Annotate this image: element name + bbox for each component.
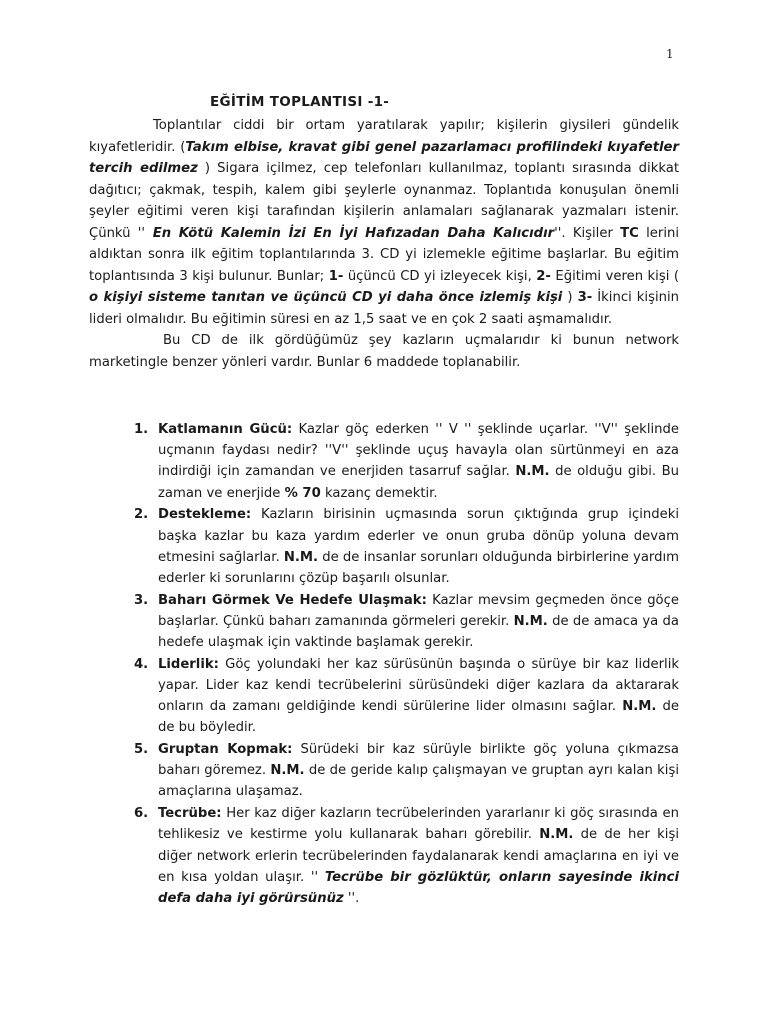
document-title: EĞİTİM TOPLANTISI -1- — [210, 94, 390, 110]
list-item-text: ''. — [343, 890, 360, 906]
intro-text-3: ''. Kişiler — [554, 225, 621, 241]
page-number: 1 — [666, 47, 674, 61]
person-3-marker: 3- — [577, 290, 593, 305]
list-item-heading: Liderlik: — [158, 656, 219, 672]
dress-code-emphasis: Takım elbise, kravat gibi genel pazarlamacı profilindeki kıyafetler tercih edilmez — [89, 139, 679, 176]
list-item — [126, 590, 679, 654]
list-item-heading: Destekleme: — [158, 507, 252, 523]
intro-text-1: Toplantılar ciddi bir ortam yaratılarak yapılır; kişilerin giysileri gündelik kıyafetleridir. ( — [89, 118, 679, 155]
intro-paragraph — [89, 115, 679, 330]
numbered-list — [126, 419, 679, 910]
quote-emphasis: Tecrübe bir gözlüktür, onların sayesinde ikinci defa daha iyi görürsünüz — [158, 869, 680, 906]
trainer-emphasis: o kişiyi sisteme tanıtan ve üçüncü CD yi daha önce izlemiş kişi — [89, 290, 563, 305]
nm-label: N.M. — [622, 699, 657, 715]
intro-text-5: üçüncü CD yi izleyecek kişi, — [343, 268, 537, 284]
intro-text-2: ) Sigara içilmez, cep telefonları kullanılmaz, toplantı sırasında dikkat dağıtıcı; çakmak, tespih, kalem gibi şeylerle oynanmaz. Toplantıda konuşulan önemli şeyler eğitimi veren kişi tarafından kişilerin anlamaları sağlanarak yazmaları istenir. Çünkü '' — [89, 161, 680, 241]
tc-label: TC — [620, 225, 639, 241]
list-item — [126, 739, 679, 803]
list-item-text: Kazlar mevsim geçmeden önce göçe başlarlar. Çünkü baharı zamanında görmeleri gerekir. — [158, 592, 679, 629]
list-item-text: de de her kişi diğer network erlerin tecrübelerinden faydalanarak kendi amaçlarına en iyi ve en kısa yoldan ulaşır. '' — [158, 827, 679, 885]
second-paragraph: Bu CD de ilk gördüğümüz şey kazların uçmalarıdır ki bunun network marketingle benzer yönleri vardır. Bunlar 6 maddede toplanabilir. — [89, 333, 679, 370]
list-item-number: 5. — [134, 742, 149, 758]
nm-label: N.M. — [513, 613, 548, 629]
list-item-text: de de amaca ya da hedefe ulaşmak için vaktinde başlamak gerekir. — [158, 613, 679, 651]
person-2-marker: 2- — [536, 268, 551, 284]
nm-label: N.M. — [539, 827, 574, 843]
list-item-text: Kazlar göç ederken '' V '' şeklinde uçarlar. ''V'' şeklinde uçmanın faydası nedir? ''V'' şeklinde uçuş havayla olan sürtünmeyi en aza indirdiği için zamandan ve enerjiden tasarruf sağlar. — [158, 422, 679, 480]
nm-label: N.M. — [515, 464, 550, 480]
intro-text-6: Eğitimi veren kişi ( — [550, 268, 679, 284]
list-item-heading: Tecrübe: — [158, 806, 222, 822]
list-item — [126, 803, 679, 909]
percent-label: % 70 — [284, 485, 321, 501]
list-item — [126, 504, 679, 589]
list-item-text: Kazların birisinin uçmasında sorun çıktığında grup içindeki başka kazlar bu kaza yardım ederler ve onun gruba dönüp yoluna devam etmesini sağlarlar. — [158, 507, 679, 565]
list-item-text: de de geride kalıp çalışmayan ve gruptan ayrı kalan kişi amaçlarına ulaşamaz. — [158, 763, 679, 800]
list-item — [126, 654, 679, 739]
quote-emphasis: En Kötü Kalemin İzi En İyi Hafızadan Daha Kalıcıdır — [145, 225, 555, 241]
list-item-text: de de bu böyledir. — [158, 699, 679, 736]
list-item-text: Sürüdeki bir kaz sürüyle birlikte göç yoluna çıkmazsa baharı göremez. — [158, 742, 679, 779]
list-item-number: 2. — [134, 507, 149, 523]
intro-text-8: İkinci kişinin lideri olmalıdır. Bu eğitimin süresi en az 1,5 saat ve en çok 2 saati aşmamalıdır. — [89, 290, 680, 327]
person-1-marker: 1- — [328, 268, 344, 284]
list-item-heading: Gruptan Kopmak: — [158, 742, 293, 758]
list-item-number: 6. — [134, 806, 149, 822]
nm-label: N.M. — [283, 549, 319, 565]
list-item-text: Her kaz diğer kazların tecrübelerinden yararlanır ki göç sırasında en tehlikesiz ve kestirme yolu kullanarak baharı görebilir. — [158, 806, 679, 843]
list-item-text: de olduğu gibi. Bu zaman ve enerjide — [158, 464, 680, 501]
list-item-text: de de insanlar sorunları olduğunda birbirlerine yardım ederler ki sorunlarını çözüp başarılı olsunlar. — [158, 549, 679, 586]
intro-text-4: lerini aldıktan sonra ilk eğitim toplantılarında 3. CD yi izlemekle eğitime başlarlar. Bu eğitim toplantısında 3 kişi bulunur. Bunlar; — [89, 225, 680, 284]
list-item-text: kazanç demektir. — [320, 485, 438, 501]
list-item-number: 3. — [134, 592, 149, 608]
list-item-text: Göç yolundaki her kaz sürüsünün başında o sürüye bir kaz liderlik yapar. Lider kaz kendi tecrübelerini sürüsündeki diğer kazlara da aktararak onların da zamanı geldiğinde kendi sürülerine lider olmasını sağlar. — [158, 656, 679, 715]
list-item-number: 1. — [134, 422, 149, 437]
list-item-heading: Baharı Görmek Ve Hedefe Ulaşmak: — [158, 592, 427, 608]
list-item — [126, 419, 679, 504]
document-body — [89, 115, 679, 373]
nm-label: N.M. — [270, 763, 305, 779]
list-item-heading: Katlamanın Gücü: — [158, 422, 293, 437]
intro-text-7: ) — [562, 290, 578, 305]
list-item-number: 4. — [134, 656, 149, 672]
